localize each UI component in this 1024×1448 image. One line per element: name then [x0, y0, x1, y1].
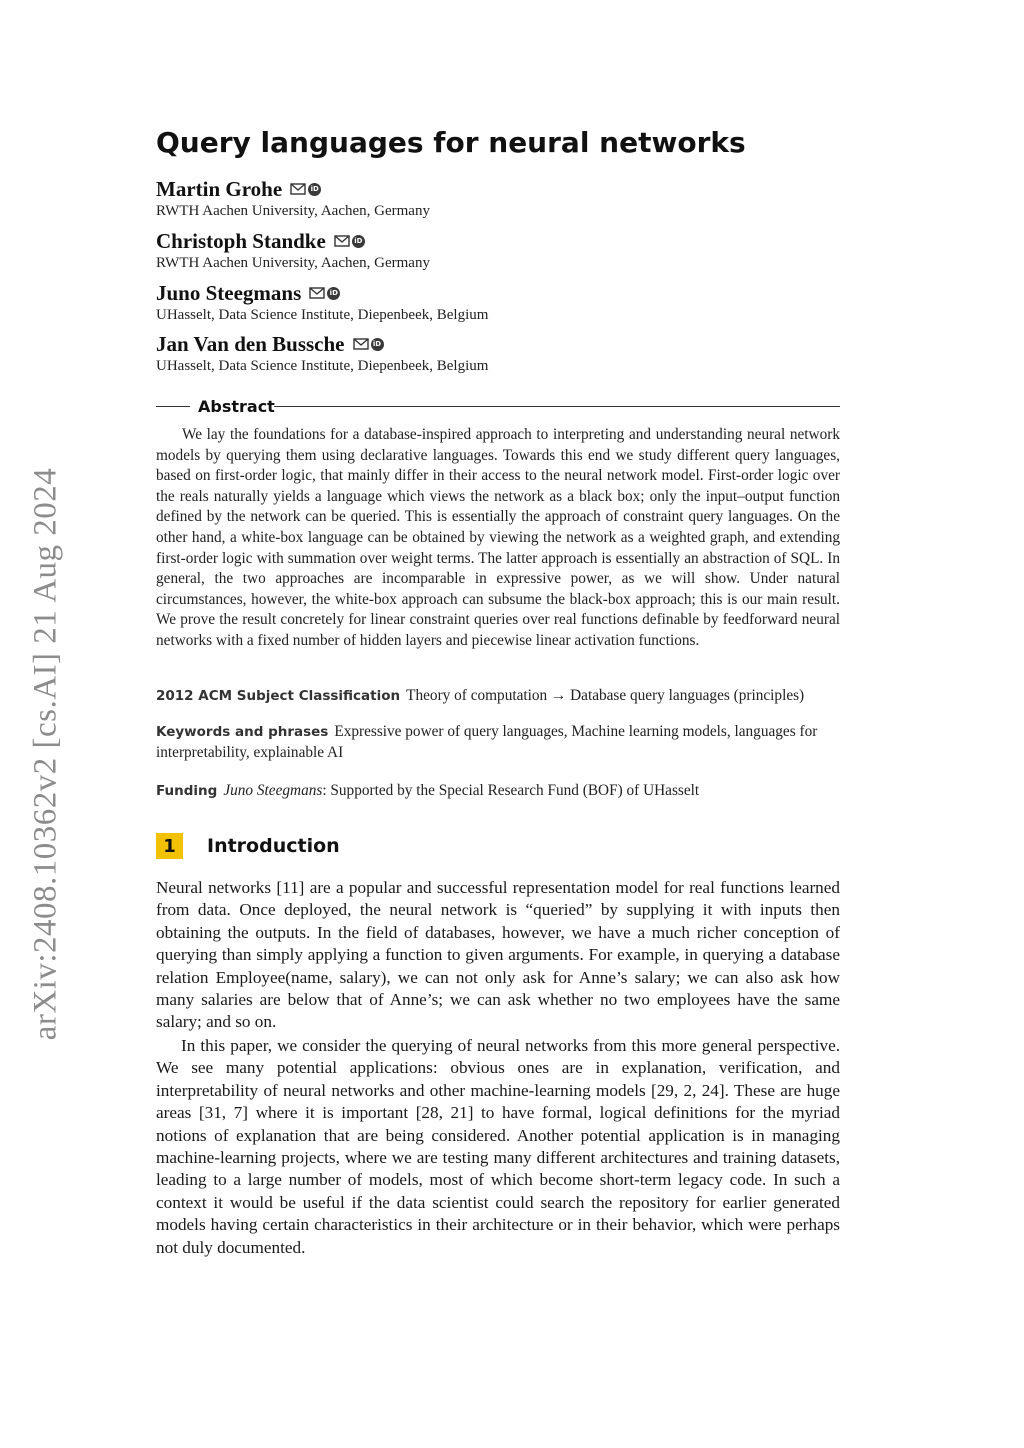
- section-heading: [156, 833, 340, 859]
- author-block: [156, 281, 840, 324]
- author-name: Christoph Standke: [156, 228, 326, 253]
- keywords-text: Expressive power of query languages, Machine learning models, languages for interpretability, explainable AI: [156, 723, 818, 761]
- funding: [156, 781, 840, 802]
- author-block: [156, 177, 840, 220]
- keywords-label: Keywords and phrases: [156, 724, 329, 740]
- envelope-icon[interactable]: [353, 338, 369, 350]
- acm-classification-text: Theory of computation → Database query languages (principles): [406, 687, 805, 704]
- body-paragraph: In this paper, we consider the querying of neural networks from this more general perspective. We see many potential applications: obvious ones are in explanation, verification, and interpretability of neural networks and other machine-learning models [29, 2, 24]. These are huge areas [31, 7] where it is important [28, 21] to have formal, logical definitions for the myriad notions of explanation that are being considered. Another potential application is in managing machine-learning projects, where we are testing many different architectures and training datasets, leading to a large number of models, most of which become short-term legacy code. In such a context it would be useful if the data scientist could search the repository for earlier generated models having certain characteristics in their architecture or in their behavior, which were perhaps not duly documented.: [156, 1036, 840, 1257]
- author-affiliation: UHasselt, Data Science Institute, Diepenbeek, Belgium: [156, 307, 489, 323]
- envelope-icon[interactable]: [290, 183, 306, 195]
- abstract-heading-rule: [156, 397, 840, 415]
- keywords: [156, 722, 840, 763]
- divider: [156, 406, 190, 407]
- orcid-icon[interactable]: iD: [371, 338, 384, 351]
- abstract-text: We lay the foundations for a database-inspired approach to interpreting and understanding neural network models by querying them using declarative languages. Towards this end we study different query languages, based on first-order logic, that mainly differ in their access to the neural network model. First-order logic over the reals naturally yields a language which views the network as a black box; only the input–output function defined by the network can be queried. This is essentially the approach of constraint query languages. On the other hand, a white-box language can be obtained by viewing the network as a weighted graph, and extending first-order logic with summation over weight terms. The latter approach is essentially an abstraction of SQL. In general, the two approaches are incomparable in expressive power, as we will show. Under natural circumstances, however, the white-box approach can subsume the black-box approach; this is our main result. We prove the result concretely for linear constraint queries over real functions definable by feedforward neural networks with a fixed number of hidden layers and piecewise linear activation functions.: [156, 426, 840, 649]
- acm-classification: [156, 686, 840, 707]
- envelope-icon[interactable]: [309, 287, 325, 299]
- orcid-icon[interactable]: iD: [327, 287, 340, 300]
- abstract-heading: Abstract: [198, 397, 275, 416]
- author-name: Martin Grohe: [156, 176, 283, 201]
- author-affiliation: RWTH Aachen University, Aachen, Germany: [156, 203, 430, 219]
- arxiv-identifier-stamp: arXiv:2408.10362v2 [cs.AI] 21 Aug 2024: [27, 467, 64, 1041]
- orcid-icon[interactable]: iD: [352, 235, 365, 248]
- section-title: Introduction: [207, 835, 340, 857]
- funding-person: Juno Steegmans: [223, 782, 323, 799]
- acm-classification-label: 2012 ACM Subject Classification: [156, 688, 401, 704]
- funding-text: : Supported by the Special Research Fund (BOF) of UHasselt: [322, 782, 700, 799]
- paper-title: Query languages for neural networks: [156, 126, 746, 159]
- author-affiliation: RWTH Aachen University, Aachen, Germany: [156, 255, 430, 271]
- author-name: Juno Steegmans: [156, 280, 302, 305]
- author-block: [156, 332, 840, 375]
- author-block: [156, 229, 840, 272]
- author-name: Jan Van den Bussche: [156, 331, 345, 356]
- author-affiliation: UHasselt, Data Science Institute, Diepenbeek, Belgium: [156, 358, 489, 374]
- divider: [274, 406, 840, 407]
- envelope-icon[interactable]: [334, 235, 350, 247]
- section-number: 1: [156, 833, 183, 859]
- funding-label: Funding: [156, 783, 218, 799]
- orcid-icon[interactable]: iD: [308, 183, 321, 196]
- body-paragraph: Neural networks [11] are a popular and successful representation model for real functions learned from data. Once deployed, the neural network is “queried” by supplying it with inputs then obtaining the outputs. In the field of databases, however, we have a much richer conception of querying than simply applying a function to given arguments. For example, in querying a database relation Employee(name, salary), we can not only ask for Anne’s salary; we can also ask how many salaries are below that of Anne’s; we can ask whether no two employees have the same salary; and so on.: [156, 878, 840, 1032]
